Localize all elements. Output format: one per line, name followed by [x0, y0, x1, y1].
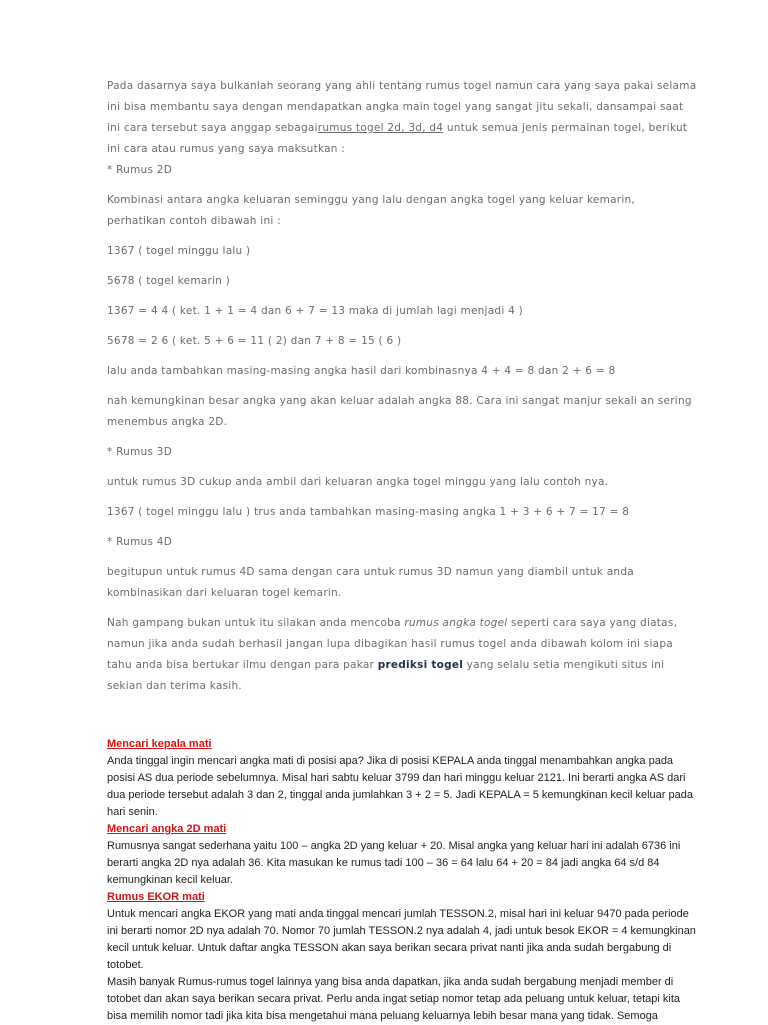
paragraph-ekor-mati: Untuk mencari angka EKOR yang mati anda tinggal mencari jumlah TESSON.2, misal hari ini keluar 9470 pada periode ini berarti nomor 2D nya adalah 70. Nomor 70 jumlah TESSON.2 nya adalah 4, jadi untuk besok EKOR = 4 kemungkinan kecil untuk keluar. Untuk daftar angka TESSON akan saya berikan secara privat nanti jika anda sudah bergabung di totobet. — [107, 908, 696, 971]
heading-rumus-3d: * Rumus 3D — [107, 446, 173, 458]
paragraph-4d: begitupun untuk rumus 4D sama dengan cara untuk rumus 3D namun yang diambil untuk anda kombinasikan dari keluaran togel kemarin. — [107, 566, 634, 599]
italic-rumus-angka: rumus angka togel — [404, 617, 508, 629]
paragraph-kemungkinan: nah kemungkinan besar angka yang akan keluar adalah angka 88. Cara ini sangat manjur sekali an sering menembus angka 2D. — [107, 395, 692, 428]
intro-text-end: untuk semua jenis permainan togel, berikut ini cara atau rumus yang saya maksutkan : — [107, 122, 688, 155]
paragraph-masih-banyak: Masih banyak Rumus-rumus togel lainnya yang bisa anda dapatkan, jika anda sudah bergabung menjadi member di totobet dan akan saya berikan secara privat. Perlu anda ingat setiap nomor tetap ada peluang untuk keluar, tetapi kita bisa memilih nomor tadi jika kita bisa mengetahui mana peluang keluarnya lebih besar mana yang tidak. Semoga — [107, 976, 680, 1022]
heading-2d-mati[interactable]: Mencari angka 2D mati — [107, 823, 227, 835]
heading-ekor-mati[interactable]: Rumus EKOR mati — [107, 891, 205, 903]
article-body — [107, 76, 697, 706]
intro-paragraph — [107, 76, 697, 160]
intro-text: Pada dasarnya saya bulkanlah seorang yang ahli tentang rumus togel namun cara yang saya pakai selama ini bisa membantu saya dengan mendapatkan angka main togel yang sangat jitu sekali, dansampai saat ini cara tersebut saya anggap sebagai — [107, 80, 697, 134]
paragraph-tambahkan: lalu anda tambahkan masing-masing angka hasil dari kombinasnya 4 + 4 = 8 dan 2 + 6 = 8 — [107, 365, 616, 377]
paragraph-kombinasi: Kombinasi antara angka keluaran seminggu yang lalu dengan angka togel yang keluar kemarin, perhatikan contoh dibawah ini : — [107, 194, 636, 227]
calc-1367: 1367 = 4 4 ( ket. 1 + 1 = 4 dan 6 + 7 = 13 maka di jumlah lagi menjadi 4 ) — [107, 305, 523, 317]
heading-rumus-2d: * Rumus 2D — [107, 164, 173, 176]
heading-kepala-mati[interactable]: Mencari kepala mati — [107, 738, 212, 750]
prediksi-togel-link[interactable]: prediksi togel — [377, 659, 464, 671]
calc-5678: 5678 = 2 6 ( ket. 5 + 6 = 11 ( 2) dan 7 + 8 = 15 ( 6 ) — [107, 335, 402, 347]
rumus-link[interactable]: rumus togel 2d, 3d, d4 — [317, 122, 444, 134]
paragraph-3d: untuk rumus 3D cukup anda ambil dari keluaran angka togel minggu yang lalu contoh nya. — [107, 476, 609, 488]
article-part-two — [107, 736, 699, 1025]
paragraph-kepala-mati: Anda tinggal ingin mencari angka mati di posisi apa? Jika di posisi KEPALA anda tinggal menambahkan angka pada posisi AS dua periode sebelumnya. Misal hari sabtu keluar 3799 dan hari minggu keluar 2121. Ini berarti angka AS dari dua periode tersebut adalah 3 dan 2, tinggal anda jumlahkan 3 + 2 = 5. Jadi KEPALA = 5 kemungkinan kecil keluar pada hari senin. — [107, 755, 693, 818]
closing-text-end: yang selalu setia mengikuti situs ini sekian dan terima kasih. — [107, 659, 665, 692]
paragraph-2d-mati: Rumusnya sangat sederhana yaitu 100 – angka 2D yang keluar + 20. Misal angka yang keluar hari ini adalah 6736 ini berarti angka 2D nya adalah 36. Kita masukan ke rumus tadi 100 – 36 = 64 lalu 64 + 20 = 84 jadi angka 64 s/d 84 kemungkinan kecil keluar. — [107, 840, 681, 886]
example-kemarin: 5678 ( togel kemarin ) — [107, 275, 231, 287]
calc-3d: 1367 ( togel minggu lalu ) trus anda tambahkan masing-masing angka 1 + 3 + 6 + 7 = 17 = 8 — [107, 506, 630, 518]
closing-text: Nah gampang bukan untuk itu silakan anda mencoba — [107, 617, 405, 629]
closing-paragraph — [107, 613, 697, 697]
example-minggu-lalu: 1367 ( togel minggu lalu ) — [107, 245, 251, 257]
closing-text-mid: seperti cara saya yang diatas, namun jika anda sudah berhasil jangan lupa dibagikan hasil rumus togel anda dibawah kolom ini siapa tahu anda bisa bertukar ilmu dengan para pakar — [107, 617, 678, 671]
heading-rumus-4d: * Rumus 4D — [107, 536, 173, 548]
